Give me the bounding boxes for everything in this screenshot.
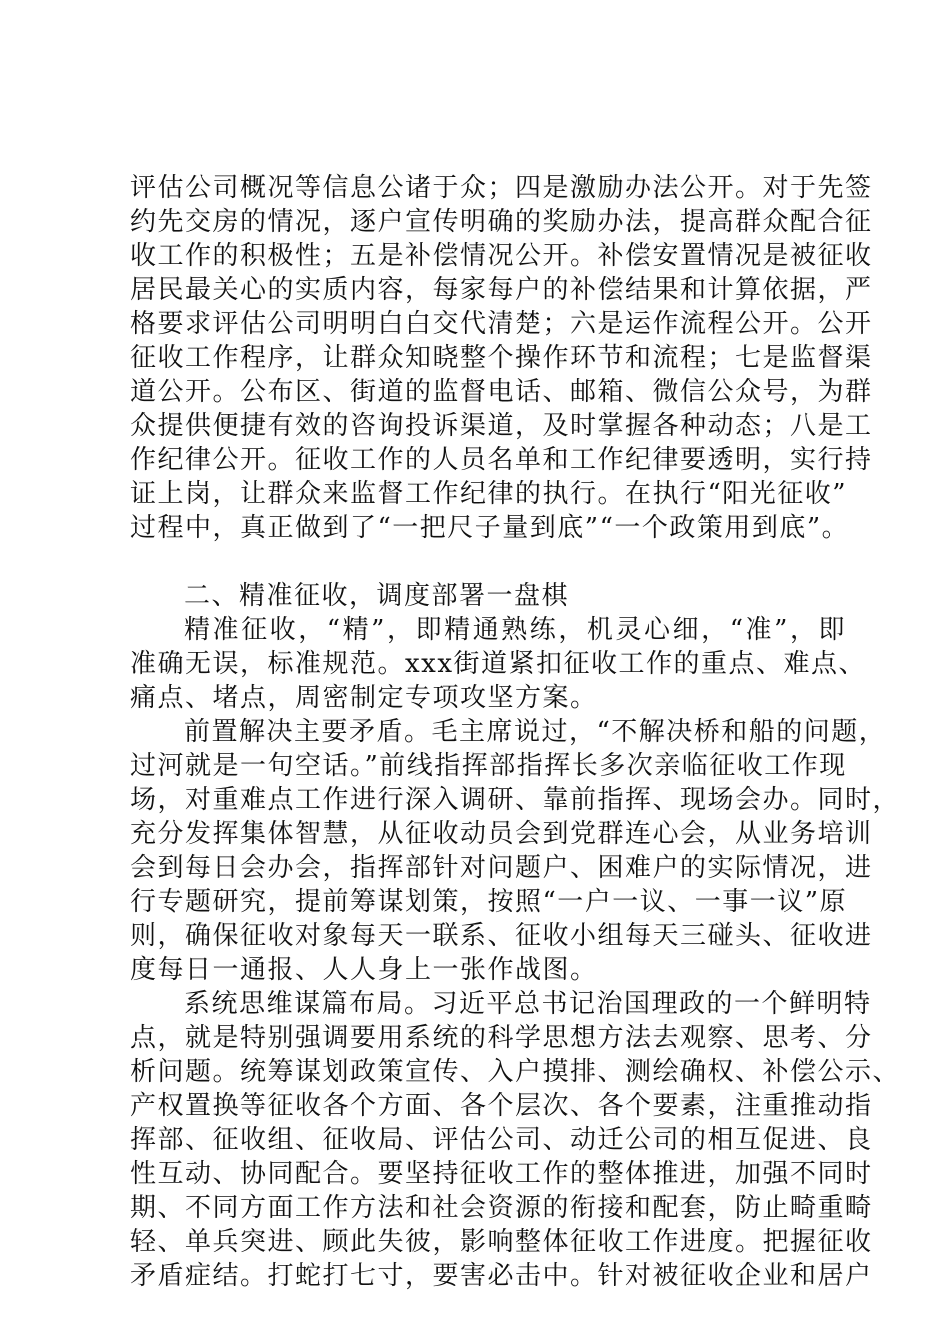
text-line: 约先交房的情况，逐户宣传明确的奖励办法，提高群众配合征 xyxy=(130,207,873,237)
text-line: 准确无误，标准规范。xxx街道紧扣征收工作的重点、难点、 xyxy=(130,649,866,679)
paragraph-gap xyxy=(130,545,846,579)
text-line: 充分发挥集体智慧，从征收动员会到党群连心会，从业务培训 xyxy=(130,819,873,849)
document-body xyxy=(130,171,901,1293)
text-line: 前置解决主要矛盾。毛主席说过，“不解决桥和船的问题， xyxy=(184,717,887,747)
paragraph-systems-thinking xyxy=(130,987,901,1293)
text-line: 精准征收，“精”，即精通熟练，机灵心细，“准”，即 xyxy=(184,615,846,645)
text-line: 系统思维谋篇布局。习近平总书记治国理政的一个鲜明特 xyxy=(184,989,872,1019)
text-line: 挥部、征收组、征收局、评估公司、动迁公司的相互促进、良 xyxy=(130,1125,873,1155)
paragraph-disclosure-items xyxy=(130,171,873,545)
text-line: 点，就是特别强调要用系统的科学思想方法去观察、思考、分 xyxy=(130,1023,873,1053)
text-line: 产权置换等征收各个方面、各个层次、各个要素，注重推动指 xyxy=(130,1091,873,1121)
text-line: 轻、单兵突进、顾此失彼，影响整体征收工作进度。把握征收 xyxy=(130,1227,873,1257)
text-line: 度每日一通报、人人身上一张作战图。 xyxy=(130,955,598,985)
text-line: 会到每日会办会，指挥部针对问题户、困难户的实际情况，进 xyxy=(130,853,873,883)
text-line: 收工作的积极性；五是补偿情况公开。补偿安置情况是被征收 xyxy=(130,241,873,271)
text-line: 析问题。统筹谋划政策宣传、入户摸排、测绘确权、补偿公示、 xyxy=(130,1057,901,1087)
text-line: 作纪律公开。征收工作的人员名单和工作纪律要透明，实行持 xyxy=(130,445,873,475)
paragraph-resolve-main-contradictions xyxy=(130,715,901,987)
text-line: 评估公司概况等信息公诸于众；四是激励办法公开。对于先签 xyxy=(130,173,873,203)
text-line: 过河就是一句空话。”前线指挥部指挥长多次亲临征收工作现 xyxy=(130,751,847,781)
text-line: 证上岗，让群众来监督工作纪律的执行。在执行“阳光征收” xyxy=(130,479,848,509)
text-line: 则，确保征收对象每天一联系、征收小组每天三碰头、征收进 xyxy=(130,921,873,951)
text-line: 格要求评估公司明明白白交代清楚；六是运作流程公开。公开 xyxy=(130,309,873,339)
text-line: 期、不同方面工作方法和社会资源的衔接和配套，防止畸重畸 xyxy=(130,1193,873,1223)
text-line: 居民最关心的实质内容，每家每户的补偿结果和计算依据，严 xyxy=(130,275,873,305)
text-line: 行专题研究，提前筹谋划策，按照“一户一议、一事一议”原 xyxy=(130,887,848,917)
text-line: 过程中，真正做到了“一把尺子量到底”“一个政策用到底”。 xyxy=(130,513,850,543)
text-line: 矛盾症结。打蛇打七寸，要害必击中。针对被征收企业和居户 xyxy=(130,1261,873,1291)
text-line: 痛点、堵点，周密制定专项攻坚方案。 xyxy=(130,683,598,713)
text-line: 性互动、协同配合。要坚持征收工作的整体推进，加强不同时 xyxy=(130,1159,873,1189)
text-line: 征收工作程序，让群众知晓整个操作环节和流程；七是监督渠 xyxy=(130,343,873,373)
text-line: 场，对重难点工作进行深入调研、靠前指挥、现场会办。同时， xyxy=(130,785,901,815)
text-line: 道公开。公布区、街道的监督电话、邮箱、微信公众号，为群 xyxy=(130,377,873,407)
section-heading: 二、精准征收，调度部署一盘棋 xyxy=(184,581,570,611)
paragraph-precise-expropriation xyxy=(130,613,866,715)
text-line: 众提供便捷有效的咨询投诉渠道，及时掌握各种动态；八是工 xyxy=(130,411,873,441)
